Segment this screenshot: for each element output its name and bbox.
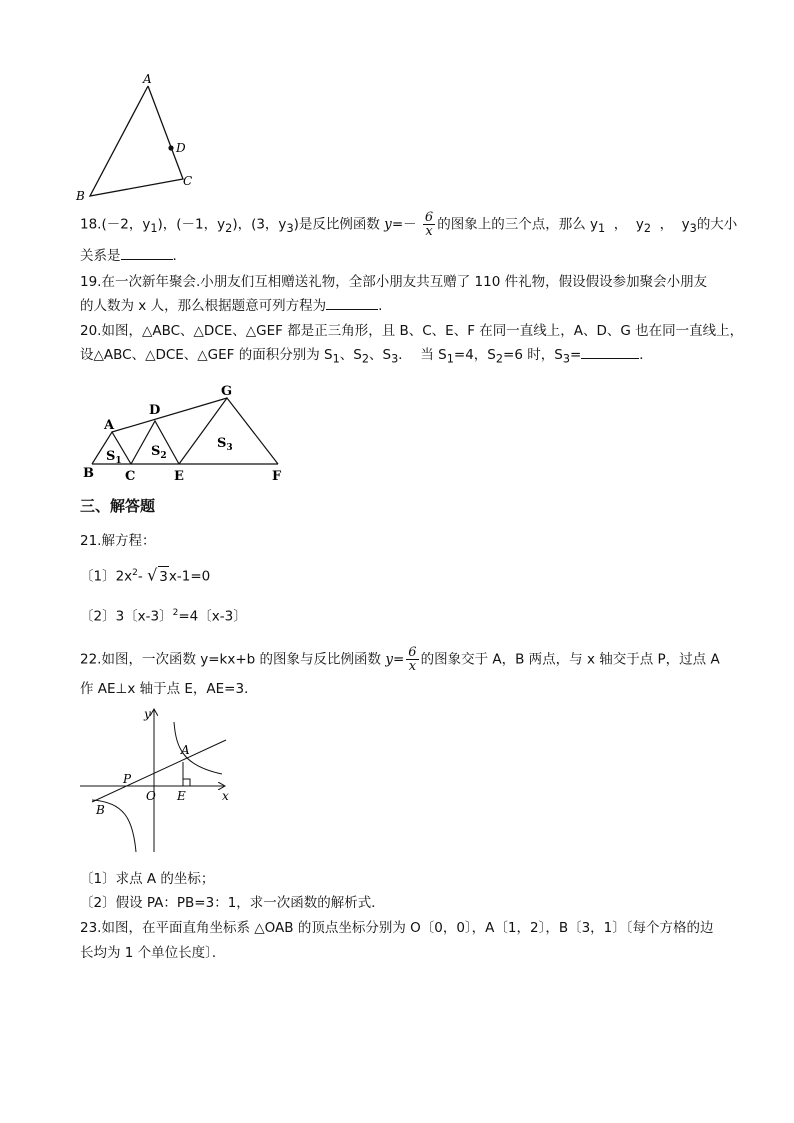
q18-text: ， y bbox=[650, 216, 690, 233]
period: ． bbox=[639, 347, 653, 363]
sub: 1 bbox=[597, 222, 606, 236]
label-c: C bbox=[125, 469, 136, 484]
frac-num: 6 bbox=[408, 645, 417, 660]
sub: 1 bbox=[150, 222, 158, 236]
q18-text: ， y bbox=[605, 216, 644, 233]
sub: 3 bbox=[562, 352, 570, 366]
q18-text: 的图象上的三个点，那么 y bbox=[437, 216, 598, 233]
label-f: F bbox=[272, 469, 282, 484]
period: . bbox=[172, 248, 177, 264]
q20-text: = bbox=[569, 347, 582, 363]
q18-number: 18. bbox=[80, 216, 102, 233]
q23-line2: 长均为 1 个单位长度〕． bbox=[80, 945, 226, 961]
q22-text: 22.如图，一次函数 y=kx+b 的图象与反比例函数 bbox=[80, 651, 386, 668]
q22-sub1: 〔1〕求点 A 的坐标； bbox=[80, 871, 215, 887]
label-s3: $S_3$ bbox=[217, 436, 233, 453]
sub: 2 bbox=[643, 222, 651, 236]
sup: 2 bbox=[132, 568, 138, 578]
q21-stem: 21.解方程： bbox=[80, 533, 156, 549]
sup: 2 bbox=[172, 608, 179, 618]
triangle-abc bbox=[90, 86, 183, 196]
section-heading: 三、解答题 bbox=[80, 497, 156, 515]
label-a: A bbox=[104, 418, 115, 433]
q18-text: )，(－1，y bbox=[157, 216, 226, 233]
q19-text: 的人数为 x 人，那么根据题意可列方程为 bbox=[80, 298, 327, 314]
answer-blank[interactable] bbox=[326, 297, 378, 310]
sub: 1 bbox=[446, 352, 454, 366]
q20-text: ． 当 S bbox=[398, 347, 447, 363]
q22-line1 bbox=[80, 646, 720, 673]
label-d: D bbox=[176, 141, 186, 155]
q22-sub2: 〔2〕假设 PA：PB=3：1，求一次函数的解析式． bbox=[80, 895, 385, 911]
line-adg bbox=[112, 398, 227, 432]
label-a: A bbox=[181, 743, 190, 757]
label-d: D bbox=[149, 403, 161, 418]
label-s2: $S_2$ bbox=[151, 444, 167, 461]
label-e: E bbox=[174, 469, 184, 484]
q20-text: =6 时，S bbox=[503, 347, 563, 363]
answer-blank[interactable] bbox=[581, 346, 639, 359]
label-a: A bbox=[143, 72, 152, 86]
linear-function-line bbox=[92, 740, 226, 802]
q18-text: )，(3，y bbox=[232, 216, 287, 233]
q19-line1: 19.在一次新年聚会.小朋友们互相赠送礼物，全部小朋友共互赠了 110 件礼物，假设假设参加聚会小朋友 bbox=[80, 274, 708, 290]
q18-line2 bbox=[80, 246, 177, 266]
label-b: B bbox=[83, 466, 94, 481]
frac-num: 6 bbox=[424, 210, 434, 225]
sqrt-radicand: 3 bbox=[158, 566, 169, 587]
q21-part1 bbox=[80, 563, 210, 587]
sub: 3 bbox=[286, 222, 294, 236]
label-p: P bbox=[123, 772, 132, 786]
q18-text: (－2，y bbox=[101, 216, 151, 233]
q21-text: 〔2〕3〔x-3〕 bbox=[80, 608, 173, 625]
fraction-6-over-x bbox=[406, 646, 418, 673]
sub: 2 bbox=[361, 352, 370, 366]
answer-blank[interactable] bbox=[121, 247, 173, 260]
q21-text: x-1=0 bbox=[168, 568, 211, 585]
sub: 3 bbox=[391, 352, 399, 366]
figure-function-graph bbox=[76, 704, 236, 856]
sqrt-symbol: √ bbox=[147, 565, 158, 585]
q21-part2 bbox=[80, 603, 247, 627]
label-s1: $S_1$ bbox=[106, 449, 122, 466]
sub: 2 bbox=[495, 352, 504, 366]
q21-text: =4〔x-3〕 bbox=[178, 608, 247, 625]
q22-line2: 作 AE⊥x 轴于点 E，AE=3． bbox=[80, 681, 258, 697]
q19-line2 bbox=[80, 296, 382, 316]
equals: = bbox=[392, 651, 405, 668]
label-b: B bbox=[76, 189, 85, 203]
var-y: y bbox=[385, 651, 393, 668]
q21-text: - bbox=[137, 568, 148, 585]
frac-den: x bbox=[408, 659, 417, 674]
q20-text: 设△ABC、△DCE、△GEF 的面积分别为 S bbox=[80, 347, 333, 363]
label-x: x bbox=[222, 789, 229, 803]
q18-text: 的大小 bbox=[696, 216, 738, 233]
label-c: C bbox=[183, 174, 193, 188]
figure-triangle-abd bbox=[70, 72, 200, 207]
label-g: G bbox=[221, 384, 233, 399]
label-e: E bbox=[177, 789, 186, 803]
equals: =－ bbox=[391, 216, 417, 233]
sub: 1 bbox=[332, 352, 340, 366]
q18-text: 关系是 bbox=[80, 248, 121, 264]
q18-line1 bbox=[80, 211, 737, 239]
point-d bbox=[168, 145, 173, 150]
figure-three-triangles bbox=[78, 380, 293, 488]
q20-line1: 20.如图，△ABC、△DCE、△GEF 都是正三角形，且 B、C、E、F 在同一直线上，A、D、G 也在同一直线上， bbox=[80, 323, 744, 339]
fraction-6-over-x bbox=[423, 211, 435, 238]
frac-den: x bbox=[425, 224, 433, 239]
label-y: y bbox=[144, 707, 151, 721]
q22-text: 的图象交于 A，B 两点，与 x 轴交于点 P，过点 A bbox=[420, 651, 720, 668]
var-y: y bbox=[384, 216, 392, 233]
q20-line2 bbox=[80, 345, 653, 370]
q23-line1: 23.如图，在平面直角坐标系 △OAB 的顶点坐标分别为 O〔0，0〕，A〔1，2〕，B〔3，1〕〔每个方格的边 bbox=[80, 920, 714, 936]
q21-text: 〔1〕2x bbox=[80, 568, 133, 585]
sub: 3 bbox=[689, 222, 697, 236]
label-o: O bbox=[146, 789, 156, 803]
period: . bbox=[378, 298, 383, 314]
q20-text: =4，S bbox=[453, 347, 496, 363]
label-b: B bbox=[96, 803, 105, 817]
right-angle-mark bbox=[183, 779, 190, 786]
q20-text: 、S bbox=[339, 347, 362, 363]
q20-text: 、S bbox=[369, 347, 392, 363]
q18-text: )是反比例函数 bbox=[293, 216, 385, 233]
sub: 2 bbox=[225, 222, 233, 236]
